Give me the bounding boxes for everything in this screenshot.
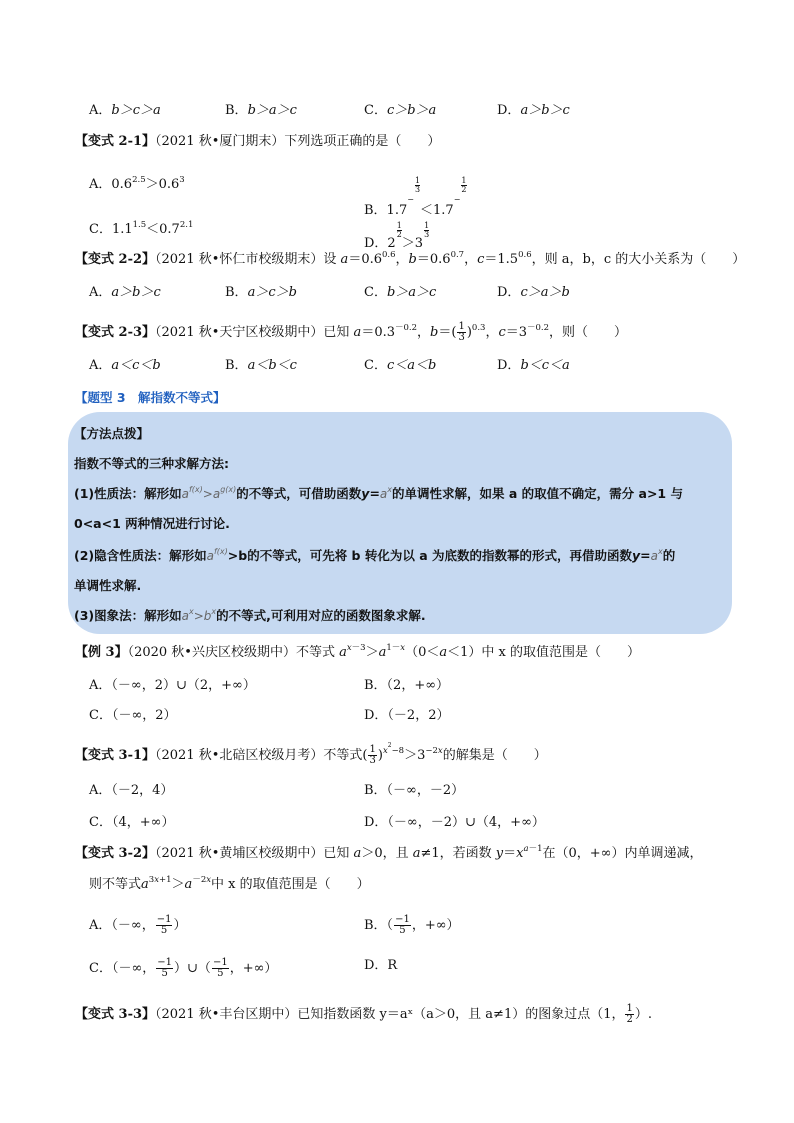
ex3-option-a: A．（－∞，2）∪（2，+∞）: [89, 678, 256, 693]
v23-option-b: B．a＜b＜c: [225, 358, 297, 373]
v21-option-c: C．$1.1^{1.5}<0.7^{2.1}$: [89, 220, 194, 237]
ex3-option-b: B．（2，+∞）: [364, 678, 450, 693]
v21-option-b: B．1.7− $\frac{1}{3}$ ＜1.7− $\frac{1}{2}$: [364, 176, 467, 218]
q2-option-b: B．b＞a＞c: [225, 103, 297, 118]
method-2: (2)隐含性质法：解形如$a^{f(x)}>b$的不等式，可先将 b 转化为以 a 为底数的指数幂的形式，再借助函数$y=a^x$的: [74, 547, 676, 563]
v31-stem: 【变式 3-1】（2021 秋•北碚区校级月考）不等式( $\frac{1}{3}$ )$^{x^2-8}>3^{-2x}$的解集是（ ）: [75, 742, 547, 766]
method-tip-box: [68, 412, 732, 634]
v22-stem: 【变式 2-2】（2021 秋•怀仁市校级期末）设 $a=0.6^{0.6}$，$b=0.6^{0.7}$，$c=1.5^{0.6}$，则 a，b，c 的大小关系为（ ）: [75, 250, 746, 267]
q2-option-d: D．a＞b＞c: [497, 103, 570, 118]
v22-option-a: A．a＞b＞c: [89, 285, 161, 300]
q2-option-c: C．c＞b＞a: [364, 103, 437, 118]
v31-option-a: A．（－2，4）: [89, 783, 174, 798]
v32-option-b: B．（ $\frac{-1}{5}$ ，+∞）: [364, 914, 460, 936]
topic-3-heading: 【题型 3 解指数不等式】: [75, 390, 226, 405]
v31-option-d: D．（－∞，－2）∪（4，+∞）: [364, 815, 545, 830]
method-1-line2: 0<a<1 两种情况进行讨论.: [74, 516, 230, 531]
method-intro: 指数不等式的三种求解方法:: [74, 456, 229, 471]
v23-option-c: C．c＜a＜b: [364, 358, 437, 373]
v23-stem: 【变式 2-3】（2021 秋•天宁区校级期中）已知 $a=0.3^{-0.2}$，b＝( $\frac{1}{3}$ )$^{0.3}$，$c=3^{-0.2}$，则（ ）: [75, 321, 628, 343]
v32-option-c: C．（－∞， $\frac{-1}{5}$ ）∪（ $\frac{-1}{5}$ ，+∞）: [89, 957, 278, 979]
v23-option-a: A．a＜c＜b: [89, 358, 161, 373]
v32-option-d: D．R: [364, 958, 398, 973]
q2-option-a: A．b＞c＞a: [89, 103, 161, 118]
method-3: (3)图象法：解形如$a^x>b^x$的不等式,可利用对应的函数图象求解.: [74, 607, 426, 623]
v33-stem: 【变式 3-3】（2021 秋•丰台区期中）已知指数函数 y＝aˣ（a＞0，且 a≠1）的图象过点（1， $\frac{1}{2}$ ）.: [75, 1003, 652, 1025]
ex3-option-c: C．（－∞，2）: [89, 708, 177, 723]
method-title: 【方法点拨】: [74, 426, 150, 441]
v32-option-a: A．（－∞， $\frac{-1}{5}$ ）: [89, 914, 187, 936]
v22-option-b: B．a＞c＞b: [225, 285, 297, 300]
ex3-stem: 【例 3】（2020 秋•兴庆区校级期中）不等式 $a^{x-3}>a^{1-x}(0<a<1)$中 x 的取值范围是（ ）: [75, 643, 641, 660]
v22-option-d: D．c＞a＞b: [497, 285, 570, 300]
v21-option-a: A．$0.6^{2.5}>0.6^3$: [89, 175, 185, 192]
v22-option-c: C．b＞a＞c: [364, 285, 437, 300]
v21-stem: 【变式 2-1】（2021 秋•厦门期末）下列选项正确的是（ ）: [75, 134, 441, 149]
v32-stem: 【变式 3-2】（2021 秋•黄埔区校级期中）已知 a＞0，且 a≠1，若函数 $y=x^{a-1}$在（0，+∞）内单调递减，: [75, 844, 703, 861]
v23-option-d: D．b＜c＜a: [497, 358, 570, 373]
method-2-line2: 单调性求解.: [74, 578, 142, 593]
v32-stem-line2: 则不等式$a^{3x+1}>a^{-2x}$中 x 的取值范围是（ ）: [89, 875, 370, 892]
v31-option-c: C．（4，+∞）: [89, 815, 175, 830]
ex3-option-d: D．（－2，2）: [364, 708, 450, 723]
method-1: (1)性质法：解形如$a^{f(x)}>a^{g(x)}$的不等式，可借助函数$y=a^x$的单调性求解，如果 a 的取值不确定，需分 a>1 与: [74, 485, 683, 501]
v21-option-d: D．2 $\frac{1}{2}$ ＞3 $\frac{1}{3}$: [364, 221, 430, 251]
v31-option-b: B．（－∞，－2）: [364, 783, 465, 798]
